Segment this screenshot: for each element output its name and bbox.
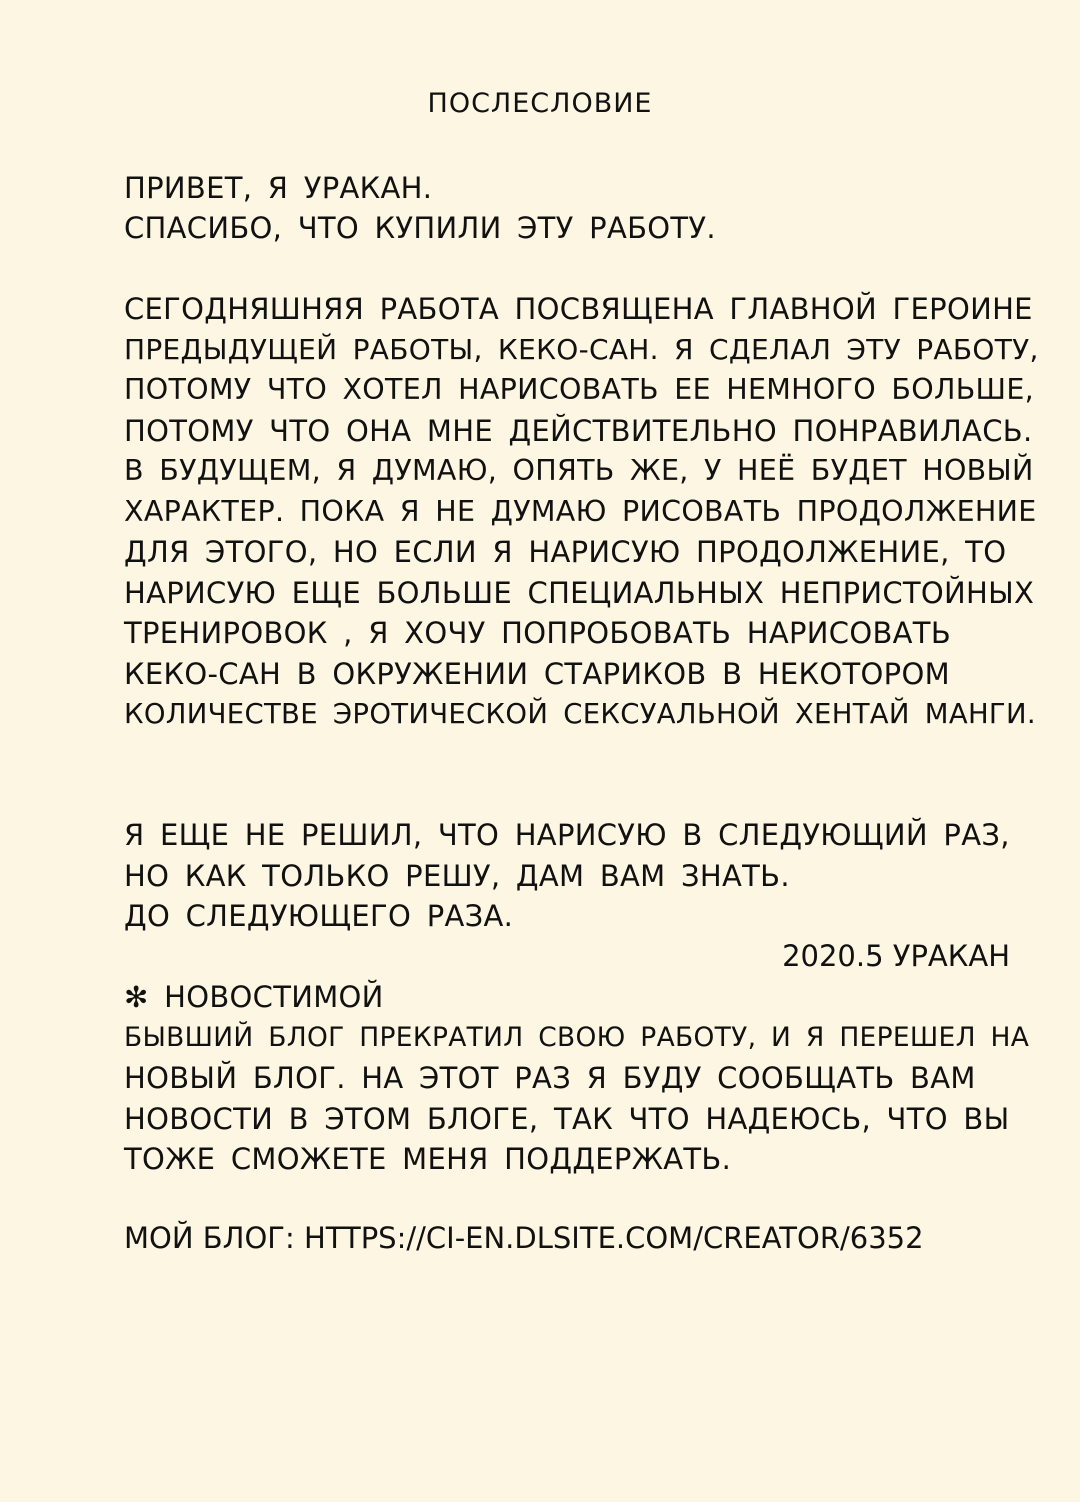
main-paragraph-line: КЕКО-САН В ОКРУЖЕНИИ СТАРИКОВ В НЕКОТОРОМ — [124, 657, 950, 691]
main-paragraph-line: КОЛИЧЕСТВЕ ЭРОТИЧЕСКОЙ СЕКСУАЛЬНОЙ ХЕНТАЙ МАНГИ. — [124, 698, 1036, 730]
signature: 2020.5 УРАКАН — [782, 939, 1010, 973]
news-line: НОВОСТИ В ЭТОМ БЛОГЕ, ТАК ЧТО НАДЕЮСЬ, ЧТО ВЫ — [124, 1102, 1010, 1136]
main-paragraph-line: ТРЕНИРОВОК , Я ХОЧУ ПОПРОБОВАТЬ НАРИСОВАТЬ — [124, 616, 952, 650]
news-line: НОВЫЙ БЛОГ. НА ЭТОТ РАЗ Я БУДУ СООБЩАТЬ ВАМ — [124, 1061, 976, 1095]
news-line: ТОЖЕ СМОЖЕТЕ МЕНЯ ПОДДЕРЖАТЬ. — [124, 1142, 732, 1176]
greeting-line-1: ПРИВЕТ, Я УРАКАН. — [124, 171, 433, 205]
main-paragraph-line: В БУДУЩЕМ, Я ДУМАЮ, ОПЯТЬ ЖЕ, У НЕЁ БУДЕТ НОВЫЙ — [124, 454, 1034, 487]
main-paragraph-line: ПОТОМУ ЧТО ХОТЕЛ НАРИСОВАТЬ ЕЕ НЕМНОГО БОЛЬШЕ, — [124, 373, 1035, 406]
blog-url-link[interactable]: HTTPS://CI-EN.DLSITE.COM/CREATOR/6352 — [303, 1221, 924, 1255]
blog-label: МОЙ БЛОГ: — [124, 1221, 304, 1255]
closing-line: НО КАК ТОЛЬКО РЕШУ, ДАМ ВАМ ЗНАТЬ. — [124, 859, 790, 893]
blog-line — [124, 1218, 924, 1258]
closing-line: ДО СЛЕДУЮЩЕГО РАЗА. — [124, 899, 514, 933]
greeting-line-2: СПАСИБО, ЧТО КУПИЛИ ЭТУ РАБОТУ. — [124, 211, 716, 245]
main-paragraph-line: ПОТОМУ ЧТО ОНА МНЕ ДЕЙСТВИТЕЛЬНО ПОНРАВИЛАСЬ. — [124, 414, 1033, 448]
main-paragraph-line: ПРЕДЫДУЩЕЙ РАБОТЫ, КЕКО-САН. Я СДЕЛАЛ ЭТУ РАБОТУ, — [124, 333, 1039, 366]
closing-line: Я ЕЩЕ НЕ РЕШИЛ, ЧТО НАРИСУЮ В СЛЕДУЮЩИЙ РАЗ, — [124, 818, 1010, 852]
news-line: БЫВШИЙ БЛОГ ПРЕКРАТИЛ СВОЮ РАБОТУ, И Я ПЕРЕШЕЛ НА — [124, 1022, 1030, 1053]
main-paragraph-line: НАРИСУЮ ЕЩЕ БОЛЬШЕ СПЕЦИАЛЬНЫХ НЕПРИСТОЙНЫХ — [124, 576, 1035, 610]
main-paragraph-line: СЕГОДНЯШНЯЯ РАБОТА ПОСВЯЩЕНА ГЛАВНОЙ ГЕРОИНЕ — [124, 292, 1033, 326]
main-paragraph-line: ХАРАКТЕР. ПОКА Я НЕ ДУМАЮ РИСОВАТЬ ПРОДОЛЖЕНИЕ — [124, 495, 1037, 528]
news-heading: ✻ НОВОСТИМОЙ — [124, 980, 384, 1014]
page-title: ПОСЛЕСЛОВИЕ — [427, 88, 653, 119]
main-paragraph-line: ДЛЯ ЭТОГО, НО ЕСЛИ Я НАРИСУЮ ПРОДОЛЖЕНИЕ, ТО — [124, 535, 1007, 569]
